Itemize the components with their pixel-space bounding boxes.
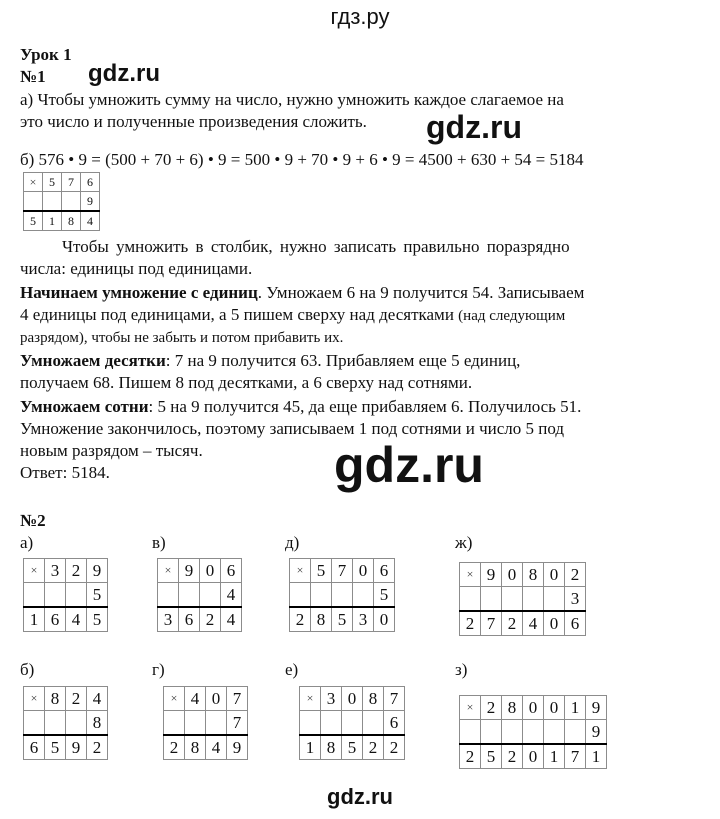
digit: 2 [200,607,221,632]
units-note: (над следующим [458,308,566,324]
multiply-sign: × [460,696,481,720]
empty-cell [45,583,66,608]
empty-cell [24,192,43,212]
digit: 8 [311,607,332,632]
empty-cell [311,583,332,608]
digit: 4 [66,607,87,632]
empty-cell [544,587,565,612]
digit: 5 [481,744,502,769]
digit: 5 [342,735,363,760]
digit: 0 [200,559,221,583]
digit: 1 [43,211,62,231]
digit: 2 [290,607,311,632]
digit: 2 [164,735,185,760]
digit: 2 [565,563,586,587]
digit: 7 [227,711,248,736]
column-multiplication [23,686,108,760]
empty-cell [24,711,45,736]
digit: 4 [523,611,544,636]
digit: 8 [185,735,206,760]
units-text: разрядом), чтобы не забыть и потом прибавить их. [20,330,344,346]
units-line3 [20,326,343,349]
exercise-label: г) [152,660,165,679]
digit: 9 [481,563,502,587]
digit: 6 [384,711,405,736]
digit: 5 [311,559,332,583]
digit: 9 [81,192,100,212]
digit: 4 [221,583,242,608]
digit: 2 [481,696,502,720]
digit: 1 [24,607,45,632]
digit: 2 [460,744,481,769]
digit: 5 [87,583,108,608]
digit: 6 [179,607,200,632]
exercise-label: з) [455,660,468,679]
empty-cell [481,587,502,612]
answer: Ответ: 5184. [20,463,110,482]
task1-b-line: б) 576 • 9 = (500 + 70 + 6) • 9 = 500 • 9 + 70 • 9 + 6 • 9 = 4500 + 630 + 54 = 5184 [20,150,584,169]
exercise-label: д) [285,533,300,552]
digit: 1 [586,744,607,769]
empty-cell [332,583,353,608]
hund-text: : 5 на 9 получится 45, да еще прибавляем 6. Получилось 51. [148,397,582,416]
digit: 6 [221,559,242,583]
digit [43,192,62,212]
digit: 8 [87,711,108,736]
digit: 4 [87,687,108,711]
digit: 0 [544,696,565,720]
digit: 2 [460,611,481,636]
units-text: . Умножаем 6 на 9 получится 54. Записываем [257,283,585,302]
digit: 5 [24,211,43,231]
watermark: gdz.ru [426,109,522,145]
tens-heading: Умножаем десятки [20,351,166,370]
empty-cell [565,720,586,745]
empty-cell [185,711,206,736]
tens-line1 [20,350,520,372]
hund-heading: Умножаем сотни [20,397,149,416]
empty-cell [523,720,544,745]
digit: 0 [523,696,544,720]
digit: 5 [332,607,353,632]
digit: 8 [363,687,384,711]
empty-cell [481,720,502,745]
digit: 8 [523,563,544,587]
empty-cell [24,583,45,608]
digit: 1 [565,696,586,720]
digit: 1 [544,744,565,769]
digit: 5 [43,173,62,192]
empty-cell [206,711,227,736]
column-multiplication [163,686,248,760]
digit: 4 [185,687,206,711]
tens-line2: получаем 68. Пишем 8 под десятками, а 6 сверху над сотнями. [20,373,473,392]
empty-cell [321,711,342,736]
digit: 0 [502,563,523,587]
watermark: gdz.ru [334,437,484,493]
digit: 9 [586,696,607,720]
column-multiplication [289,558,395,632]
empty-cell [66,583,87,608]
digit: 8 [502,696,523,720]
multiply-sign: × [460,563,481,587]
site-footer: gdz.ru [327,784,393,809]
multiply-sign: × [158,559,179,583]
column-multiplication [23,558,108,632]
units-line2 [20,304,565,327]
digit: 3 [158,607,179,632]
column-multiplication [299,686,405,760]
hund-line2: Умножение закончилось, поэтому записываем 1 под сотнями и число 5 под [20,419,565,438]
empty-cell [66,711,87,736]
empty-cell [164,711,185,736]
empty-cell [200,583,221,608]
empty-cell [460,720,481,745]
empty-cell [342,711,363,736]
digit [62,192,81,212]
digit: 7 [565,744,586,769]
digit: 2 [384,735,405,760]
digit: 2 [66,559,87,583]
digit: 6 [81,173,100,192]
digit: 6 [565,611,586,636]
empty-cell [544,720,565,745]
exercise-label: ж) [455,533,473,552]
multiply-sign: × [24,559,45,583]
digit: 0 [353,559,374,583]
digit: 7 [62,173,81,192]
multiply-sign: × [24,687,45,711]
empty-cell [523,587,544,612]
empty-cell [502,720,523,745]
task2-number: №2 [20,511,46,530]
task1-a-line2: это число и полученные произведения сложить. [20,112,367,131]
digit: 4 [81,211,100,231]
exercise-label: е) [285,660,299,679]
empty-cell [502,587,523,612]
digit: 0 [544,563,565,587]
hund-line3: новым разрядом – тысяч. [20,441,203,460]
tens-text: : 7 на 9 получится 63. Прибавляем еще 5 единиц, [165,351,521,370]
digit: 6 [45,607,66,632]
column-multiplication [157,558,242,632]
digit: 9 [87,559,108,583]
explain-line2: числа: единицы под единицами. [20,259,253,278]
digit: 0 [374,607,395,632]
digit: 3 [321,687,342,711]
digit: 2 [66,687,87,711]
digit: 7 [227,687,248,711]
digit: 8 [45,687,66,711]
digit: 0 [342,687,363,711]
multiply-sign: × [24,173,43,192]
exercise-label: б) [20,660,35,679]
empty-cell [300,711,321,736]
units-text: 4 единицы под единицами, а 5 пишем сверху над десятками [20,305,454,324]
empty-cell [45,711,66,736]
digit: 9 [179,559,200,583]
task1-a-line1: а) Чтобы умножить сумму на число, нужно умножить каждое слагаемое на [20,90,564,109]
digit: 9 [66,735,87,760]
empty-cell [460,587,481,612]
digit: 9 [227,735,248,760]
exercise-label: а) [20,533,34,552]
multiply-sign: × [290,559,311,583]
task1-number: №1 [20,67,46,86]
units-heading: Начинаем умножение с единиц [20,283,258,302]
empty-cell [290,583,311,608]
digit: 2 [363,735,384,760]
hund-line1 [20,396,581,418]
empty-cell [353,583,374,608]
digit: 3 [45,559,66,583]
empty-cell [363,711,384,736]
digit: 7 [332,559,353,583]
site-header: гдз.ру [330,4,390,29]
explain-line1: Чтобы умножить в столбик, нужно записать правильно поразрядно [62,237,570,256]
digit: 2 [502,744,523,769]
units-line1 [20,282,584,304]
watermark: gdz.ru [88,60,160,87]
digit: 4 [221,607,242,632]
digit: 8 [62,211,81,231]
digit: 5 [87,607,108,632]
digit: 8 [321,735,342,760]
digit: 5 [45,735,66,760]
digit: 2 [87,735,108,760]
digit: 7 [384,687,405,711]
digit: 3 [353,607,374,632]
digit: 9 [586,720,607,745]
digit: 7 [481,611,502,636]
digit: 3 [565,587,586,612]
column-multiplication [459,562,586,636]
digit: 0 [544,611,565,636]
digit: 5 [374,583,395,608]
digit: 6 [24,735,45,760]
digit: 4 [206,735,227,760]
exercise-label: в) [152,533,166,552]
digit: 2 [502,611,523,636]
multiply-sign: × [300,687,321,711]
digit: 1 [300,735,321,760]
digit: 6 [374,559,395,583]
digit: 0 [523,744,544,769]
lesson-title: Урок 1 [20,45,72,64]
column-multiplication [459,695,607,769]
empty-cell [158,583,179,608]
column-multiplication [23,172,100,231]
empty-cell [179,583,200,608]
digit: 0 [206,687,227,711]
multiply-sign: × [164,687,185,711]
